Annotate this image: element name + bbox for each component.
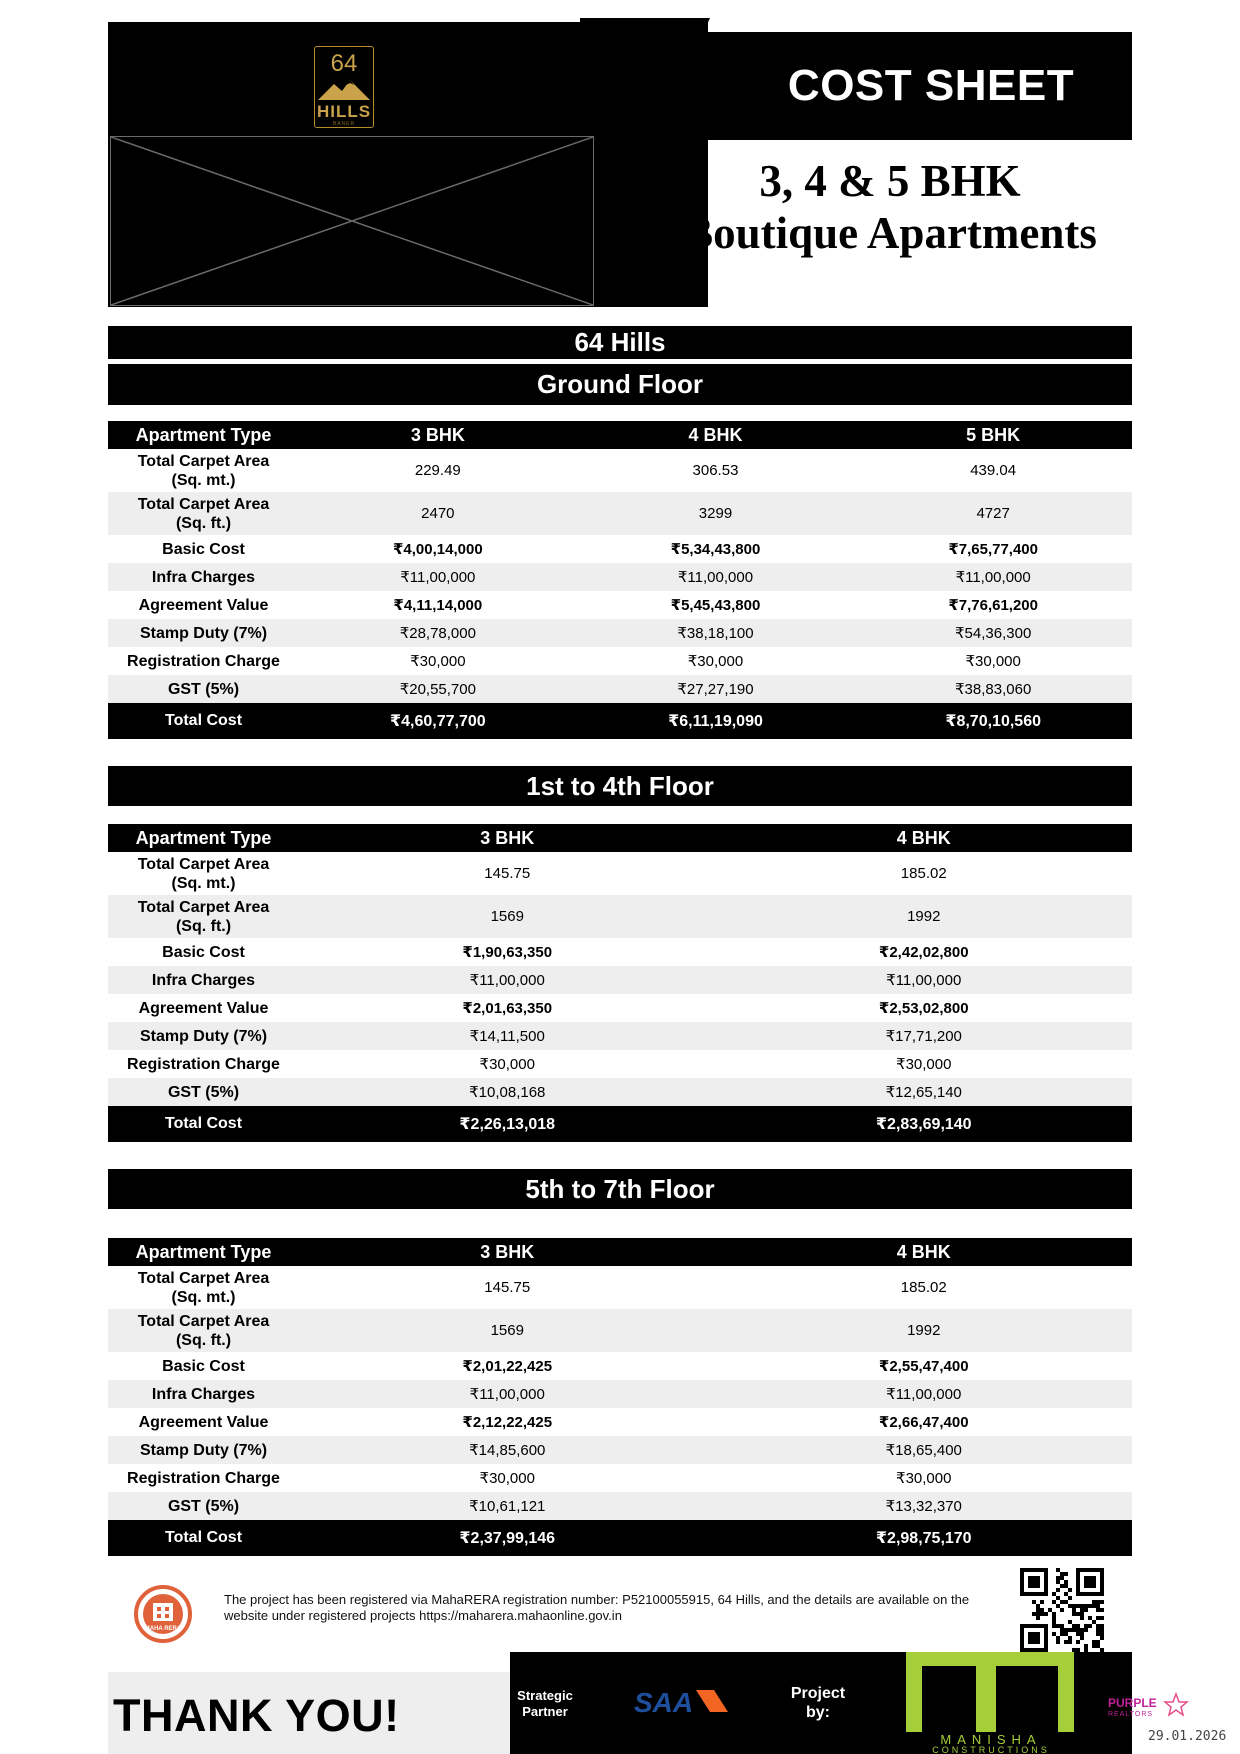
row-label-line: Total Carpet Area	[137, 1269, 270, 1287]
total-value: ₹6,11,19,090	[577, 703, 855, 739]
row-label	[108, 619, 299, 647]
table-row	[108, 1078, 1132, 1106]
total-row	[108, 703, 1132, 739]
total-label: Total Cost	[108, 1520, 299, 1556]
row-label-line: Basic Cost	[162, 1357, 245, 1375]
table-row	[108, 449, 1132, 492]
cell-value: ₹30,000	[479, 1056, 535, 1073]
row-label-line: Infra Charges	[151, 568, 256, 586]
cell-value: ₹28,78,000	[299, 619, 577, 647]
headline-line2: Boutique Apartments	[683, 208, 1097, 258]
row-label-line: Registration Charge	[127, 652, 280, 670]
cell-value: ₹1,90,63,350	[462, 944, 553, 961]
row-label-line: Agreement Value	[138, 999, 269, 1017]
cell-value: ₹17,71,200	[716, 1022, 1133, 1050]
total-value: ₹8,70,10,560	[854, 703, 1132, 739]
row-label-line: Stamp Duty (7%)	[139, 1441, 268, 1459]
column-header: 5 BHK	[854, 421, 1132, 449]
row-label-line: Agreement Value	[138, 1413, 269, 1431]
row-label	[108, 563, 299, 591]
column-header-label: Apartment Type	[108, 824, 299, 852]
maharera-logo	[134, 1585, 192, 1643]
table-row	[108, 675, 1132, 703]
row-label-line: Basic Cost	[162, 943, 245, 961]
logo-number: 64	[330, 50, 358, 77]
column-header: 4 BHK	[716, 1238, 1133, 1266]
cell-value: ₹11,00,000	[854, 563, 1132, 591]
cell-value: ₹30,000	[896, 1056, 952, 1073]
table-row	[108, 1436, 1132, 1464]
rera-note-line1: The project has been registered via MahaRERA registration number: P52100055915, 64 Hills, and the details are available on the	[224, 1592, 970, 1607]
cell-value: ₹30,000	[896, 1470, 952, 1487]
row-label	[108, 1492, 299, 1520]
headline	[640, 155, 1140, 259]
saa-logo	[632, 1686, 732, 1718]
logo-word: HILLS	[316, 102, 372, 121]
table-row	[108, 1266, 1132, 1309]
cost-table-floors-1-4	[108, 824, 1132, 1142]
cell-value: ₹10,61,121	[299, 1492, 716, 1520]
maharera-logo-text: MAHA RERA	[144, 1626, 182, 1632]
cell-value: 1569	[299, 1309, 716, 1352]
cell-value: 185.02	[900, 865, 947, 882]
cell-value: ₹30,000	[965, 653, 1021, 670]
row-label-line: Total Carpet Area	[137, 1312, 270, 1330]
row-label-line: Total Carpet Area	[137, 855, 270, 873]
cell-value: ₹2,53,02,800	[878, 1000, 969, 1017]
cell-value: 3299	[577, 492, 855, 535]
table-row	[108, 591, 1132, 619]
total-value: ₹2,26,13,018	[299, 1106, 716, 1142]
row-label-line: Total Carpet Area	[137, 898, 270, 916]
section-title-floors-1-4: 1st to 4th Floor	[108, 766, 1132, 806]
cell-value: ₹14,11,500	[299, 1022, 716, 1050]
cell-value: ₹2,12,22,425	[462, 1414, 553, 1431]
row-label-line: Total Carpet Area	[137, 495, 270, 513]
cell-value: ₹30,000	[687, 653, 744, 670]
document-date: 29.01.2026	[1148, 1729, 1227, 1744]
mountain-icon	[318, 78, 370, 100]
cell-value: ₹11,00,000	[577, 563, 855, 591]
row-label	[108, 675, 299, 703]
cell-value: ₹54,36,300	[854, 619, 1132, 647]
row-label-line: Stamp Duty (7%)	[139, 624, 268, 642]
row-label	[108, 1464, 299, 1492]
broken-image-icon	[111, 137, 593, 305]
rera-registration-note	[224, 1592, 994, 1624]
row-label-line: (Sq. mt.)	[171, 874, 236, 892]
purple-realtors-logo	[1108, 1690, 1190, 1722]
table-row	[108, 1022, 1132, 1050]
row-label-line: GST (5%)	[167, 680, 240, 698]
cell-value: ₹38,83,060	[854, 675, 1132, 703]
cell-value: 229.49	[414, 462, 461, 479]
table-row	[108, 1050, 1132, 1078]
cell-value: ₹12,65,140	[716, 1078, 1133, 1106]
row-label	[108, 1436, 299, 1464]
developer-logo-text: MANISHA	[940, 1732, 1042, 1747]
row-label	[108, 1078, 299, 1106]
row-label-line: (Sq. ft.)	[175, 514, 232, 532]
row-label	[108, 1266, 299, 1309]
cell-value: ₹27,27,190	[577, 675, 855, 703]
table-row	[108, 1309, 1132, 1352]
cell-value: ₹2,01,22,425	[462, 1358, 553, 1375]
rera-note-line2: website under registered projects https://maharera.mahaonline.gov.in	[224, 1608, 622, 1623]
total-value: ₹2,98,75,170	[716, 1520, 1133, 1556]
cost-table-ground	[108, 421, 1132, 739]
row-label	[108, 1380, 299, 1408]
cost-sheet-title: COST SHEET	[700, 32, 1132, 140]
column-header: 4 BHK	[577, 421, 855, 449]
row-label-line: (Sq. ft.)	[175, 917, 232, 935]
column-header: 3 BHK	[299, 421, 577, 449]
total-row	[108, 1106, 1132, 1142]
cell-value: ₹7,65,77,400	[948, 541, 1038, 558]
cell-value: ₹11,00,000	[299, 1380, 716, 1408]
cell-value: ₹20,55,700	[299, 675, 577, 703]
section-title-ground: Ground Floor	[108, 364, 1132, 405]
qr-code	[1020, 1568, 1104, 1652]
table-row	[108, 938, 1132, 966]
row-label	[108, 966, 299, 994]
table-header-row	[108, 1238, 1132, 1266]
cell-value: ₹2,55,47,400	[878, 1358, 969, 1375]
total-label: Total Cost	[108, 1106, 299, 1142]
cell-value: ₹5,45,43,800	[670, 597, 761, 614]
cell-value: 145.75	[484, 865, 531, 882]
cell-value: ₹2,66,47,400	[878, 1414, 969, 1431]
cell-value: 185.02	[900, 1279, 947, 1296]
table-row	[108, 1464, 1132, 1492]
project-by-label: Project by:	[790, 1685, 846, 1721]
cell-value: 4727	[854, 492, 1132, 535]
row-label-line: GST (5%)	[167, 1497, 240, 1515]
row-label-line: Total Carpet Area	[137, 452, 270, 470]
table-row	[108, 647, 1132, 675]
row-label	[108, 1309, 299, 1352]
row-label-line: Registration Charge	[127, 1055, 280, 1073]
saa-logo-text: SAA	[634, 1687, 694, 1718]
table-header-row	[108, 421, 1132, 449]
cost-table-floors-5-7	[108, 1238, 1132, 1556]
table-row	[108, 1492, 1132, 1520]
cell-value: 439.04	[970, 462, 1017, 479]
agency-logo-text: PURPLE	[1108, 1696, 1157, 1710]
table-row	[108, 1408, 1132, 1436]
cell-value: 2470	[299, 492, 577, 535]
logo-tagline: BANER	[332, 121, 356, 127]
row-label-line: Registration Charge	[127, 1469, 280, 1487]
cell-value: ₹4,00,14,000	[392, 541, 483, 558]
row-label	[108, 852, 299, 895]
manisha-constructions-logo	[900, 1652, 1082, 1754]
row-label	[108, 895, 299, 938]
row-label-line: Agreement Value	[138, 596, 269, 614]
table-row	[108, 1352, 1132, 1380]
agency-logo-sub: REALTORS	[1108, 1711, 1154, 1718]
cell-value: ₹30,000	[479, 1470, 535, 1487]
row-label	[108, 1408, 299, 1436]
row-label-line: (Sq. mt.)	[171, 471, 236, 489]
row-label-line: GST (5%)	[167, 1083, 240, 1101]
table-row	[108, 966, 1132, 994]
cell-value: ₹11,00,000	[716, 1380, 1133, 1408]
table-row	[108, 852, 1132, 895]
cell-value: ₹13,32,370	[716, 1492, 1133, 1520]
table-row	[108, 895, 1132, 938]
cell-value: ₹30,000	[410, 653, 466, 670]
total-label: Total Cost	[108, 703, 299, 739]
cell-value: 1569	[299, 895, 716, 938]
row-label	[108, 1352, 299, 1380]
table-row	[108, 1380, 1132, 1408]
total-value: ₹2,37,99,146	[299, 1520, 716, 1556]
cell-value: ₹11,00,000	[716, 966, 1133, 994]
cell-value: ₹2,01,63,350	[462, 1000, 553, 1017]
project-name-band: 64 Hills	[108, 326, 1132, 359]
cell-value: ₹4,11,14,000	[393, 597, 483, 614]
row-label	[108, 647, 299, 675]
row-label-line: Infra Charges	[151, 971, 256, 989]
headline-line1: 3, 4 & 5 BHK	[759, 156, 1021, 206]
cell-value: ₹18,65,400	[716, 1436, 1133, 1464]
total-value: ₹2,83,69,140	[716, 1106, 1133, 1142]
table-row	[108, 619, 1132, 647]
cell-value: ₹5,34,43,800	[670, 541, 761, 558]
row-label-line: (Sq. ft.)	[175, 1331, 232, 1349]
missing-image-placeholder	[110, 136, 594, 306]
section-title-floors-5-7: 5th to 7th Floor	[108, 1169, 1132, 1209]
row-label-line: Basic Cost	[162, 540, 245, 558]
row-label-line: (Sq. mt.)	[171, 1288, 236, 1306]
cell-value: 306.53	[692, 462, 739, 479]
cell-value: ₹14,85,600	[299, 1436, 716, 1464]
row-label	[108, 994, 299, 1022]
cell-value: ₹11,00,000	[299, 966, 716, 994]
row-label	[108, 938, 299, 966]
row-label-line: Stamp Duty (7%)	[139, 1027, 268, 1045]
cell-value: ₹10,08,168	[299, 1078, 716, 1106]
table-row	[108, 994, 1132, 1022]
table-row	[108, 492, 1132, 535]
cell-value: ₹11,00,000	[299, 563, 577, 591]
column-header-label: Apartment Type	[108, 421, 299, 449]
column-header: 3 BHK	[299, 1238, 716, 1266]
column-header-label: Apartment Type	[108, 1238, 299, 1266]
row-label	[108, 535, 299, 563]
column-header: 4 BHK	[716, 824, 1133, 852]
cell-value: ₹38,18,100	[577, 619, 855, 647]
column-header: 3 BHK	[299, 824, 716, 852]
cell-value: 1992	[716, 1309, 1133, 1352]
table-row	[108, 535, 1132, 563]
cell-value: 145.75	[484, 1279, 531, 1296]
row-label	[108, 449, 299, 492]
cell-value: ₹2,42,02,800	[878, 944, 969, 961]
row-label-line: Infra Charges	[151, 1385, 256, 1403]
developer-logo-sub: CONSTRUCTIONS	[932, 1745, 1050, 1754]
total-row	[108, 1520, 1132, 1556]
row-label	[108, 1050, 299, 1078]
total-value: ₹4,60,77,700	[299, 703, 577, 739]
strategic-partner-label: Strategic Partner	[517, 1688, 573, 1719]
thank-you-text: THANK YOU!	[113, 1690, 400, 1741]
cell-value: 1992	[716, 895, 1133, 938]
cell-value: ₹7,76,61,200	[948, 597, 1038, 614]
row-label	[108, 492, 299, 535]
table-header-row	[108, 824, 1132, 852]
row-label	[108, 591, 299, 619]
row-label	[108, 1022, 299, 1050]
table-row	[108, 563, 1132, 591]
